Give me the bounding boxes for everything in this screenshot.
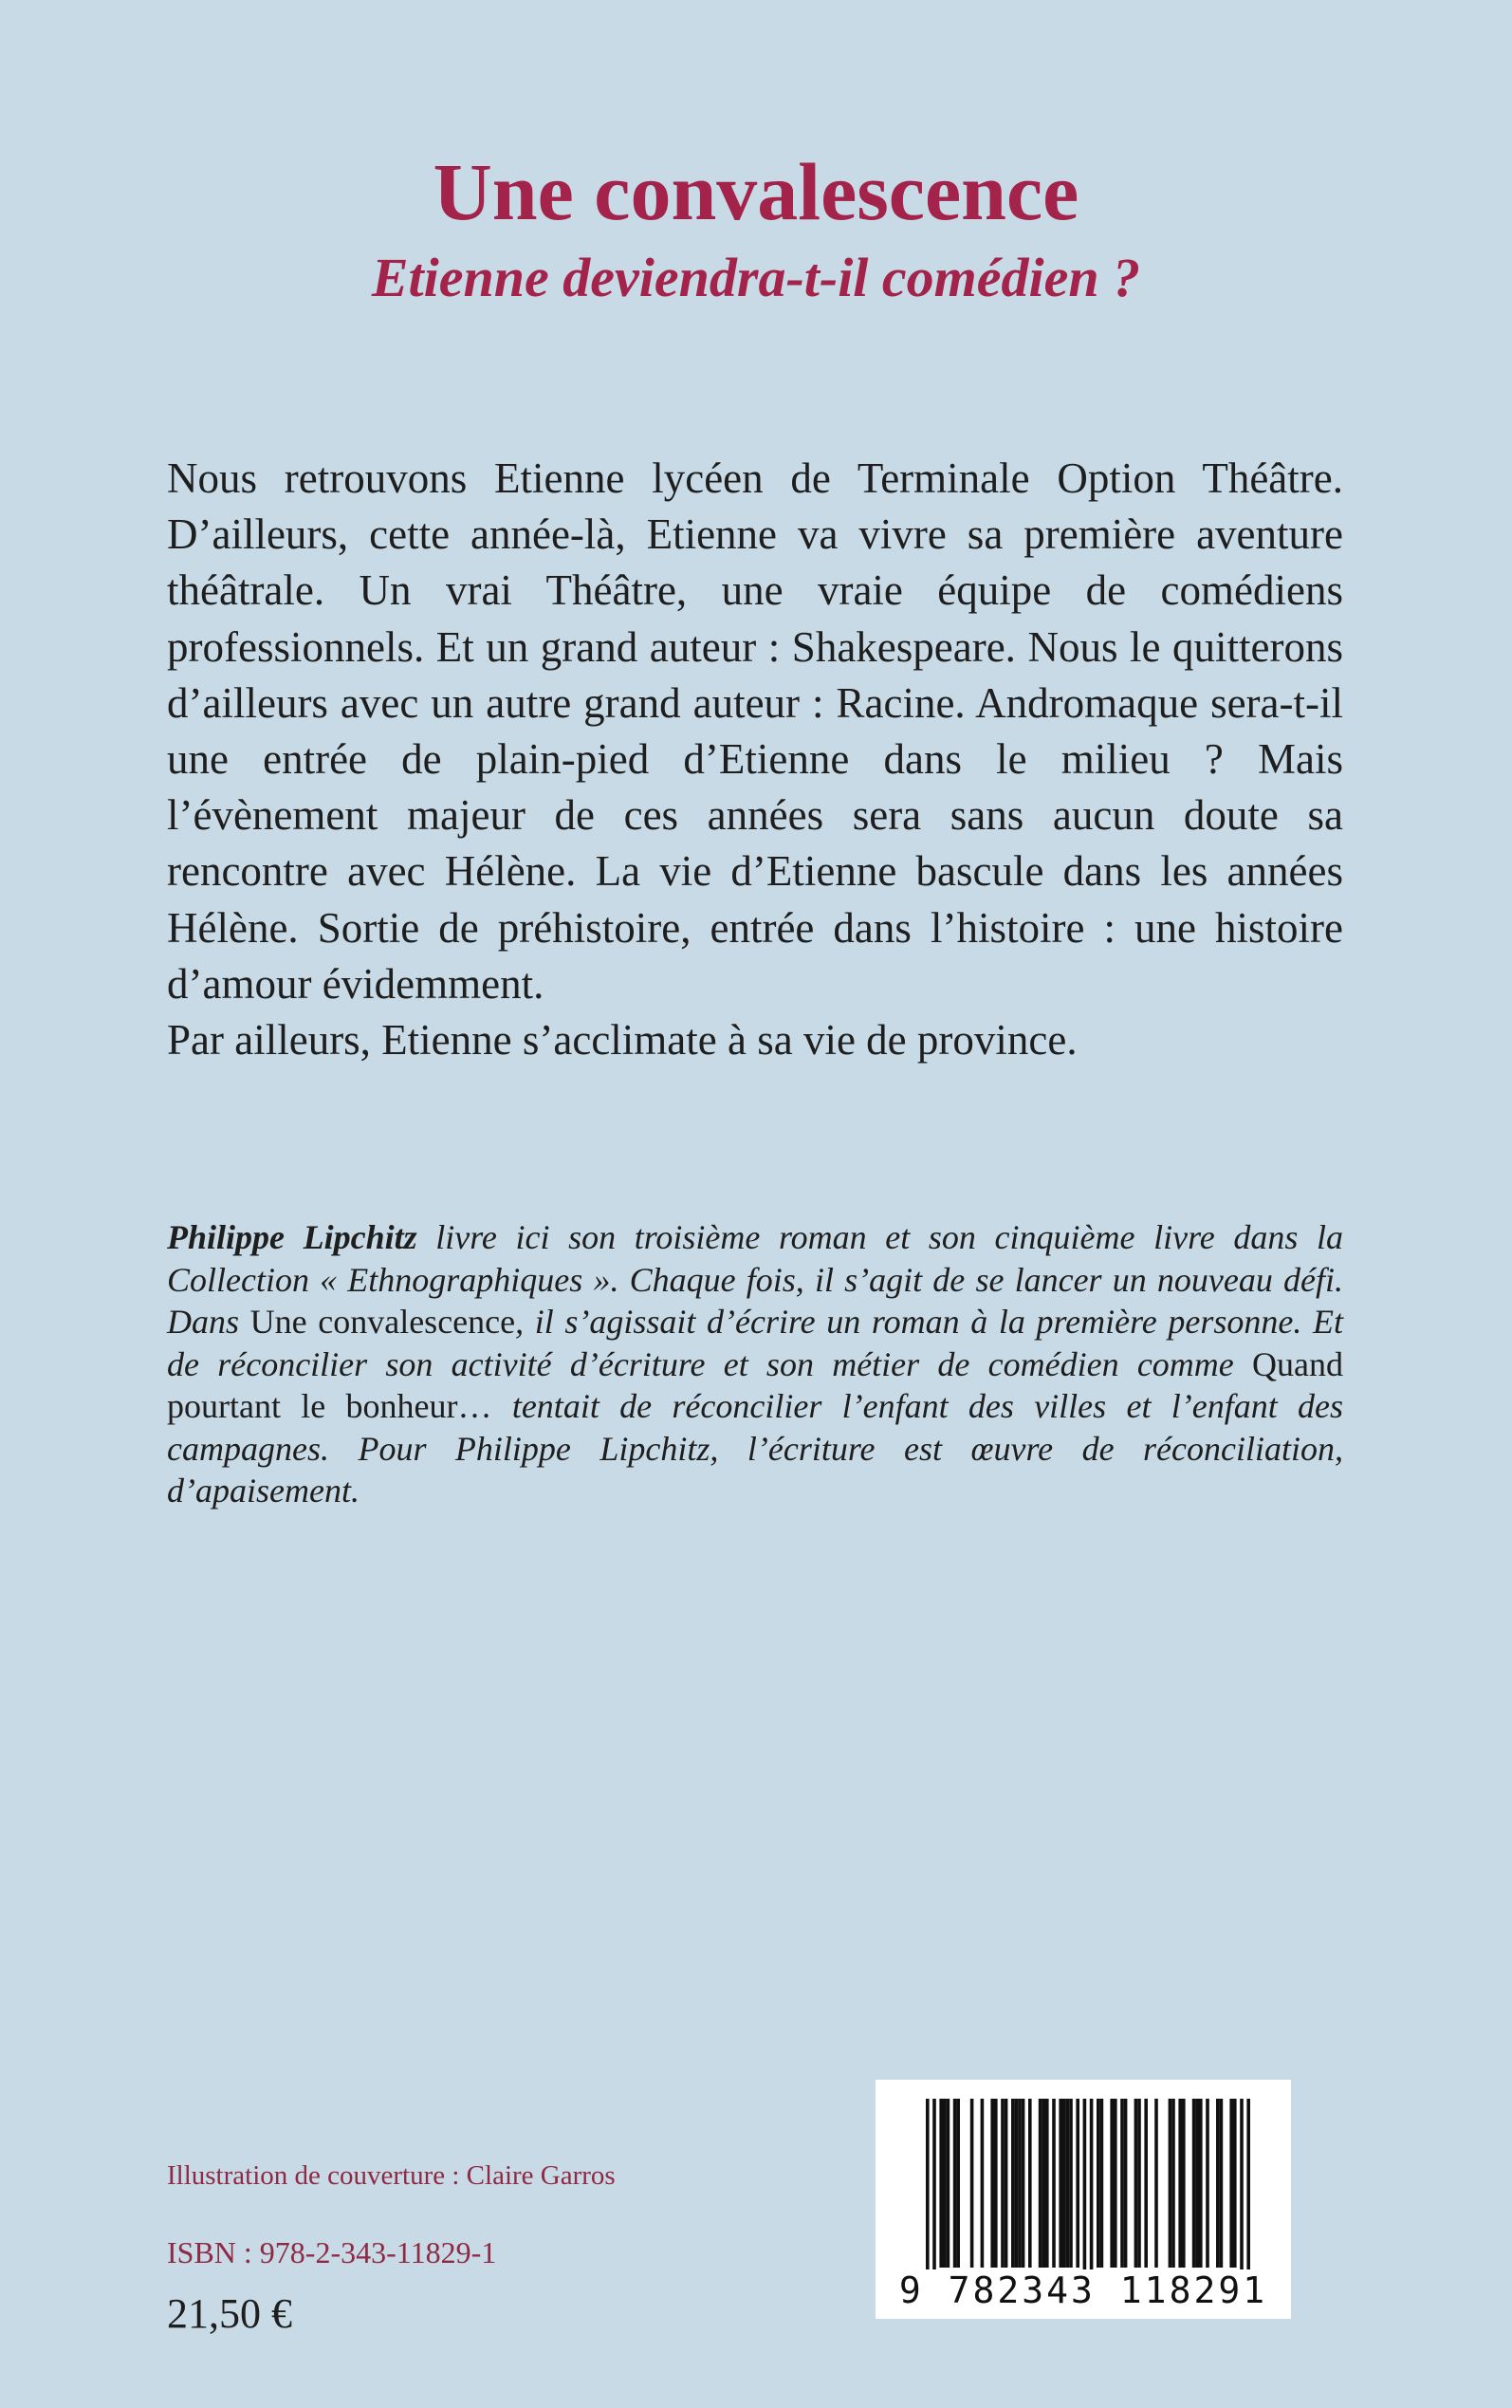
barcode-bar <box>1246 2099 1250 2269</box>
blurb-paragraph: Nous retrouvons Etienne lycéen de Terminale Option Théâtre. D’ailleurs, cette année-là, Etienne va vivre sa première aventure théâtrale. Un vrai Théâtre, une vraie équipe de comédiens professionnels. Et un grand auteur : Shakespeare. Nous le quitterons d’ailleurs avec un autre grand auteur : Racine. Andromaque sera-t-il une entrée de plain-pied d’Etienne dans le milieu ? Mais l’évènement majeur de ces années sera sans aucun doute sa rencontre avec Hélène. La vie d’Etienne bascule dans les années Hélène. Sortie de préhistoire, entrée dans l’histoire : une histoire d’amour évidemment. <box>167 454 1343 1008</box>
barcode-bar <box>956 2099 960 2268</box>
barcode-bars <box>876 2080 1291 2269</box>
barcode-bar <box>926 2099 930 2269</box>
barcode-bar <box>953 2099 957 2268</box>
barcode-bar <box>981 2099 985 2268</box>
barcode-bar <box>1090 2099 1094 2269</box>
barcode-bar <box>1100 2099 1104 2268</box>
barcode-bar <box>1192 2099 1196 2268</box>
barcode-bar <box>1066 2099 1070 2268</box>
author-bio <box>167 1216 1343 1512</box>
author-name: Philippe Lipchitz <box>167 1218 417 1256</box>
author-bio-text: livre ici son troisième roman et son cinquième livre dans la Collection « Ethnographiques ». Chaque fois, il s’agit de se lancer un nouveau défi. Dans <box>167 1218 1343 1341</box>
barcode-bar <box>1120 2099 1124 2268</box>
barcode-bar <box>1001 2099 1005 2268</box>
barcode-bar <box>1137 2099 1141 2268</box>
barcode-bar <box>1195 2099 1199 2268</box>
barcode-bar <box>994 2099 998 2268</box>
book-reference-title: Quand pourtant le bonheur… <box>167 1344 1343 1425</box>
barcode-bar <box>1134 2099 1138 2268</box>
barcode <box>876 2080 1291 2319</box>
barcode-bar <box>1154 2099 1158 2268</box>
illustration-credit: Illustration de couverture : Claire Garros <box>167 2160 616 2191</box>
barcode-bar <box>1178 2099 1182 2268</box>
barcode-bar <box>1059 2099 1062 2268</box>
barcode-bar <box>1018 2099 1022 2268</box>
barcode-bar <box>1083 2099 1087 2269</box>
barcode-bar <box>1045 2099 1049 2268</box>
barcode-bar <box>939 2099 943 2268</box>
barcode-bar <box>990 2099 994 2268</box>
barcode-bar <box>1182 2099 1186 2268</box>
barcode-bar <box>1028 2099 1032 2268</box>
barcode-bar <box>1206 2099 1209 2268</box>
book-reference-title: Une convalescence <box>249 1303 516 1341</box>
price: 21,50 € <box>167 2290 292 2337</box>
barcode-bar <box>1171 2099 1175 2268</box>
barcode-digits: 9 782343 118291 <box>898 2269 1268 2311</box>
blurb-text <box>167 451 1343 1068</box>
barcode-bar <box>1011 2099 1015 2268</box>
barcode-bar <box>947 2099 950 2268</box>
book-title: Une convalescence <box>433 146 1079 237</box>
barcode-bar <box>1097 2099 1100 2268</box>
barcode-bar <box>1062 2099 1066 2268</box>
barcode-bar <box>943 2099 947 2268</box>
author-bio-text: , il s’agissait d’écrire un roman à la première personne. Et de réconcilier son activité d’écriture et son métier de comédien comme <box>167 1303 1344 1383</box>
book-subtitle: Etienne deviendra-t-il comédien ? <box>371 247 1141 308</box>
barcode-bar <box>1114 2099 1117 2268</box>
barcode-bar <box>970 2099 974 2268</box>
barcode-bar <box>1216 2099 1220 2268</box>
barcode-bar <box>1229 2099 1233 2268</box>
barcode-bar <box>1199 2099 1203 2268</box>
barcode-bar <box>1005 2099 1008 2268</box>
barcode-bar <box>1240 2099 1244 2269</box>
barcode-bar <box>1076 2099 1079 2268</box>
isbn: ISBN : 978-2-343-11829-1 <box>167 2235 497 2269</box>
barcode-bar <box>1039 2099 1042 2268</box>
barcode-bar <box>1042 2099 1045 2268</box>
blurb-paragraph: Par ailleurs, Etienne s’acclimate à sa vie de province. <box>167 1016 1078 1065</box>
barcode-bar <box>1169 2099 1172 2268</box>
barcode-bar <box>1015 2099 1019 2268</box>
barcode-bar <box>932 2099 936 2269</box>
barcode-bar <box>1052 2099 1056 2268</box>
barcode-bar <box>1069 2099 1073 2268</box>
barcode-bar <box>1110 2099 1114 2268</box>
author-bio-text: tentait de réconcilier l’enfant des villes et l’enfant des campagnes. Pour Philippe Lipchitz, l’écriture est œuvre de réconciliation, d’apaisement. <box>167 1387 1344 1510</box>
barcode-bar <box>1124 2099 1128 2268</box>
barcode-bar <box>1233 2099 1237 2268</box>
barcode-bar <box>1144 2099 1148 2268</box>
barcode-bar <box>1220 2099 1224 2268</box>
barcode-bar <box>1022 2099 1025 2268</box>
